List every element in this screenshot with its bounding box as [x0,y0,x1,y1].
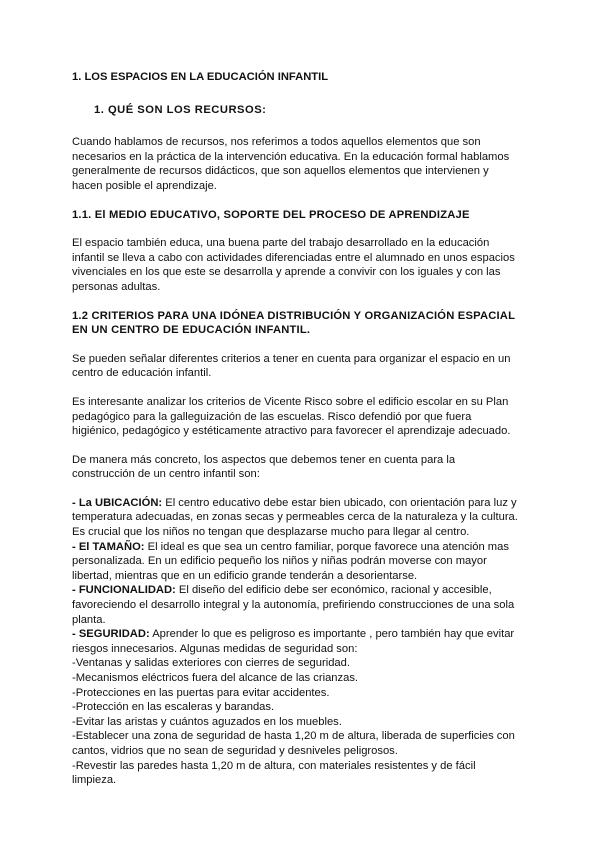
list-item-label: - La UBICACIÓN: [72,496,163,509]
list-item [72,627,520,656]
list-item-text: -Ventanas y salidas exteriores con cierres de seguridad. [72,657,350,670]
list-item-label: - FUNCIONALIDAD: [72,584,176,597]
subsection-title: 1. QUÉ SON LOS RECURSOS: [94,103,267,116]
list-item-text: -Protecciones en las puertas para evitar accidentes. [72,686,330,699]
criterios-paragraph: Se pueden señalar diferentes criterios a tener en cuenta para organizar el espacio en un centro de educación infantil. [72,352,511,380]
section-title: 1. LOS ESPACIOS EN LA EDUCACIÓN INFANTIL [72,71,329,83]
heading-medio-educativo: 1.1. El MEDIO EDUCATIVO, SOPORTE DEL PROCESO DE APRENDIZAJE [72,208,470,221]
list-item-text: -Mecanismos eléctricos fuera del alcance de las crianzas. [72,672,359,684]
list-item-label: - SEGURIDAD: [72,628,150,641]
list-item [72,686,520,701]
risco-paragraph: Es interesante analizar los criterios de Vicente Risco sobre el edificio escolar en su Plan pedagógico para la galleguización de las escuelas. Risco defendió por que fuera higiénico, pedagógico y estéticamente atractivo para favorecer el aprendizaje adecuado. [72,395,511,438]
list-item-text: -Establecer una zona de seguridad de hasta 1,20 m de altura, liberada de superficies con cantos, vidrios que no sean de seguridad y desniveles peligrosos. [72,730,515,757]
list-item [72,583,520,627]
list-item [72,656,520,671]
list-item-text: El centro educativo debe estar bien ubicado, con orientación para luz y temperatura adecuadas, en zonas secas y permeables cerca de la naturaleza y la cultura. Es crucial que los niños no tengan que desplazarse mucho para llegar al centro. [72,496,518,539]
list-item-text: -Evitar las aristas y cuántos aguzados en los muebles. [72,715,342,728]
intro-paragraph: Cuando hablamos de recursos, nos referimos a todos aquellos elementos que son necesarios en la práctica de la intervención educativa. En la educación formal hablamos generalmente de recursos didácticos, que son aquellos elementos que intervienen y hacen posible el aprendizaje. [72,136,510,192]
aspectos-paragraph: De manera más concreto, los aspectos que debemos tener en cuenta para la construcción de un centro infantil son: [72,453,456,481]
list-item [72,700,520,715]
list-item-label: - El TAMAÑO: [72,540,145,553]
list-item [72,496,520,540]
aspects-list [72,496,520,788]
heading-criterios: 1.2 CRITERIOS PARA UNA IDÓNEA DISTRIBUCIÓN Y ORGANIZACIÓN ESPACIAL EN UN CENTRO DE EDUCACIÓN INFANTIL. [72,309,515,337]
medio-paragraph: El espacio también educa, una buena parte del trabajo desarrollado en la educación infantil se lleva a cabo con actividades diferenciadas entre el alumnado en unos espacios vivenciales en los que este se desarrolla y aprende a convivir con los iguales y con las personas adultas. [72,237,515,293]
list-item [72,729,520,758]
list-item-text: El diseño del edificio debe ser económico, racional y accesible, favoreciendo el desarrollo integral y la autonomía, prefiriendo construcciones de una sola planta. [72,584,515,626]
list-item [72,671,520,686]
list-item-text: El ideal es que sea un centro familiar, porque favorece una atención mas personalizada. En un edificio pequeño los niños y niñas podrán moverse con mayor libertad, mientras que en un edificio grande tenderán a desorientarse. [72,540,509,582]
list-item [72,540,520,584]
list-item-text: -Protección en las escaleras y barandas. [72,701,275,714]
list-item [72,759,520,788]
list-item [72,715,520,730]
list-item-text: Aprender lo que es peligroso es importante , pero también hay que evitar riesgos innecesarios. Algunas medidas de seguridad son: [72,628,515,655]
list-item-text: -Revestir las paredes hasta 1,20 m de altura, con materiales resistentes y de fácil limpieza. [72,759,476,787]
